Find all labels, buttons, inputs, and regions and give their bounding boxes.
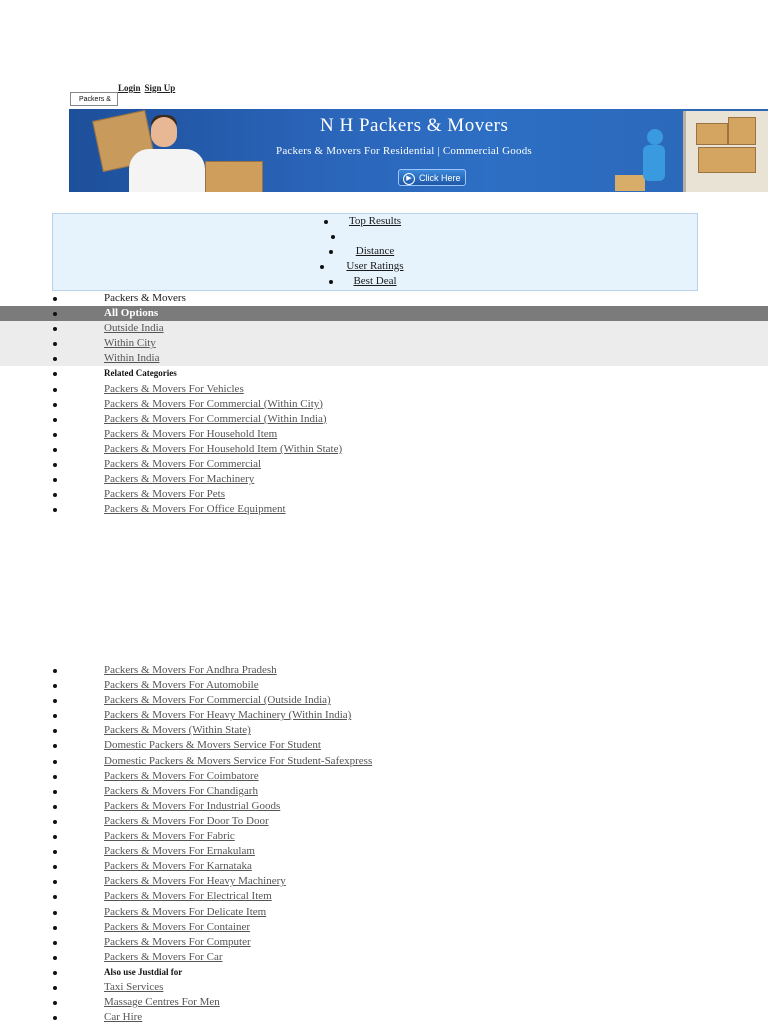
list-item[interactable]: Packers & Movers For Pets [0, 487, 768, 502]
list-item[interactable]: Packers & Movers For Karnataka [0, 859, 768, 874]
sort-item-distance[interactable]: Distance [53, 245, 697, 260]
list-item[interactable]: Packers & Movers For Commercial (Outside India) [0, 693, 768, 708]
list-item[interactable]: Packers & Movers For Ernakulam [0, 844, 768, 859]
sort-item-best-deal[interactable]: Best Deal [53, 275, 697, 290]
filter-list [0, 291, 768, 517]
list-item[interactable]: Packers & Movers For Vehicles [0, 382, 768, 397]
also-use-heading: Also use Justdial for [0, 965, 768, 980]
sort-item-hidden[interactable] [53, 230, 697, 245]
filter-item[interactable]: Within India [0, 351, 768, 366]
advertisement-banner[interactable] [69, 109, 768, 192]
list-item[interactable]: Packers & Movers For Commercial [0, 457, 768, 472]
more-categories-list [0, 663, 768, 1025]
filter-item-all-options[interactable]: All Options [0, 306, 768, 321]
auth-links [118, 83, 179, 93]
list-item[interactable]: Packers & Movers For Commercial (Within India) [0, 412, 768, 427]
list-item[interactable]: Packers & Movers For Industrial Goods [0, 799, 768, 814]
list-item[interactable]: Packers & Movers For Chandigarh [0, 784, 768, 799]
click-here-label: Click Here [419, 173, 461, 183]
list-item[interactable]: Packers & Movers For Heavy Machinery (Within India) [0, 708, 768, 723]
sort-item-user-ratings[interactable]: User Ratings [53, 260, 697, 275]
sort-options-bar [52, 213, 698, 291]
list-item[interactable]: Packers & Movers For Electrical Item [0, 889, 768, 904]
sort-item-top-results[interactable]: Top Results [53, 215, 697, 230]
list-item[interactable]: Packers & Movers For Office Equipment [0, 502, 768, 517]
list-item[interactable]: Domestic Packers & Movers Service For Student-Safexpress [0, 754, 768, 769]
related-categories-heading: Related Categories [0, 366, 768, 381]
list-item[interactable]: Packers & Movers For Fabric [0, 829, 768, 844]
search-input[interactable]: Packers & [70, 92, 118, 106]
banner-title: N H Packers & Movers [320, 115, 509, 136]
list-item[interactable]: Packers & Movers For Household Item (Within State) [0, 442, 768, 457]
list-item[interactable]: Packers & Movers For Door To Door [0, 814, 768, 829]
list-item[interactable]: Massage Centres For Men [0, 995, 768, 1010]
boxes-image [615, 175, 645, 191]
banner-subtitle: Packers & Movers For Residential | Commercial Goods [276, 145, 532, 157]
filter-item[interactable]: Within City [0, 336, 768, 351]
list-item[interactable]: Packers & Movers For Machinery [0, 472, 768, 487]
cardboard-box-image [205, 161, 263, 192]
filter-heading: Packers & Movers [0, 291, 768, 306]
figure-body-image [643, 145, 665, 181]
list-item[interactable]: Packers & Movers (Within State) [0, 723, 768, 738]
list-item[interactable]: Packers & Movers For Computer [0, 935, 768, 950]
list-item[interactable]: Car Hire [0, 1010, 768, 1025]
list-item[interactable]: Packers & Movers For Delicate Item [0, 905, 768, 920]
truck-image [683, 111, 768, 192]
list-item[interactable]: Packers & Movers For Car [0, 950, 768, 965]
list-item[interactable]: Taxi Services [0, 980, 768, 995]
list-item[interactable]: Packers & Movers For Automobile [0, 678, 768, 693]
mover-head [151, 117, 177, 147]
figure-head-image [647, 129, 663, 145]
arrow-circle-icon: ▶ [403, 173, 415, 185]
click-here-button[interactable] [398, 169, 466, 186]
list-item[interactable]: Domestic Packers & Movers Service For Student [0, 738, 768, 753]
list-item[interactable]: Packers & Movers For Household Item [0, 427, 768, 442]
list-item[interactable]: Packers & Movers For Coimbatore [0, 769, 768, 784]
list-item[interactable]: Packers & Movers For Andhra Pradesh [0, 663, 768, 678]
list-item[interactable]: Packers & Movers For Heavy Machinery [0, 874, 768, 889]
filter-item[interactable]: Outside India [0, 321, 768, 336]
login-link[interactable]: Login [118, 83, 141, 93]
signup-link[interactable]: Sign Up [144, 83, 176, 93]
list-item[interactable]: Packers & Movers For Commercial (Within City) [0, 397, 768, 412]
mover-person-image [129, 149, 205, 192]
list-item[interactable]: Packers & Movers For Container [0, 920, 768, 935]
